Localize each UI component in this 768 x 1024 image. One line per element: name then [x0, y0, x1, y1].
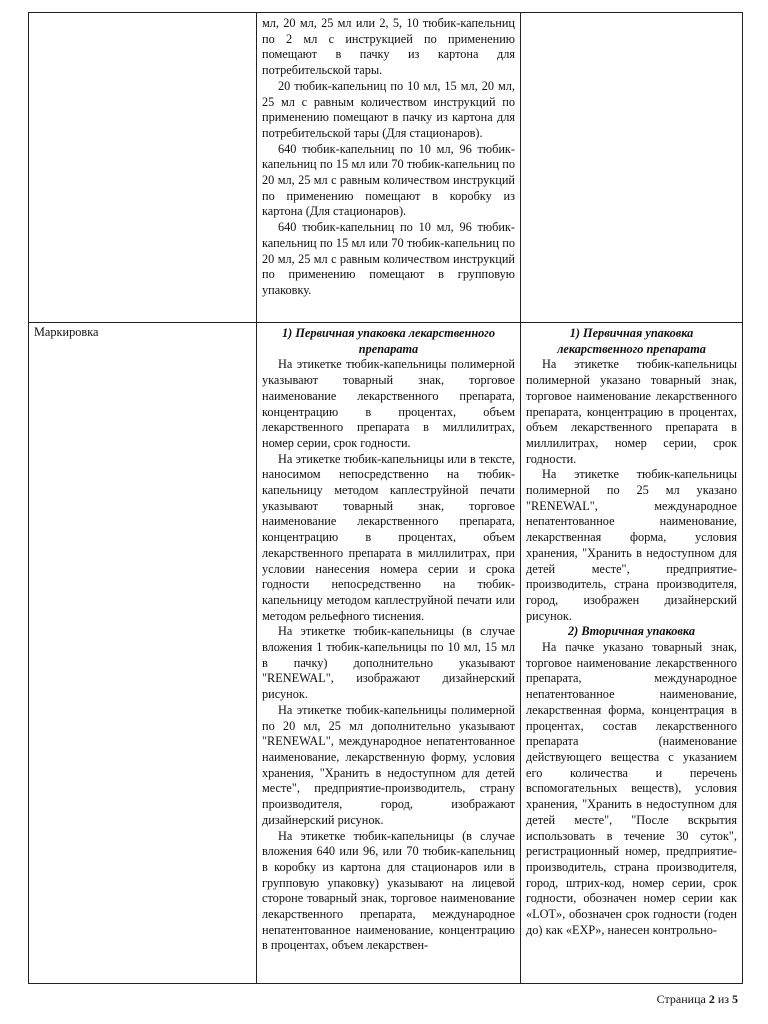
page-number-separator: из	[717, 992, 729, 1006]
paragraph: На этикетке тюбик-капельницы (в случае вложения 1 тюбик-капельницы по 10 мл, 15 мл в пачку) дополнительно указывают "RENEWAL", изображают дизайнерский рисунок.	[262, 624, 515, 702]
marking-spec-cell	[257, 323, 521, 984]
marking-actual-cell	[521, 323, 743, 984]
paragraph: На этикетке тюбик-капельницы или в тексте, наносимом непосредственно на тюбик-капельницу методом каплеструйной печати указывают товарный знак, торговое наименование лекарственного препарата, концентрацию в процентах, объем лекарственного препарата в миллилитрах, при условии нанесения номера серии и срока годности непосредственно на тюбик-капельницу методом каплеструйной печати или методом рельефного тиснения.	[262, 451, 515, 623]
paragraph: мл, 20 мл, 25 мл или 2, 5, 10 тюбик-капельниц по 2 мл с инструкцией по применению помещают в пачку из картона для потребительской тары.	[262, 16, 515, 78]
primary-packaging-heading: 1) Первичная упаковка лекарственного препарата	[557, 326, 706, 356]
paragraph: 640 тюбик-капельниц по 10 мл, 96 тюбик-капельниц по 15 мл или 70 тюбик-капельниц по 20 мл, 25 мл с равным количеством инструкций по применению помещают в коробку из картона (Для стационаров).	[262, 141, 515, 219]
paragraph: 640 тюбик-капельниц по 10 мл, 96 тюбик-капельниц по 15 мл или 70 тюбик-капельниц по 20 мл, 25 мл с равным количеством инструкций по применению помещают в групповую упаковку.	[262, 220, 515, 297]
page-number	[657, 992, 738, 1007]
row1-spec-cell	[257, 13, 521, 323]
marking-label-cell	[29, 323, 257, 984]
page-number-current: 2	[708, 992, 715, 1006]
paragraph: На этикетке тюбик-капельницы (в случае вложения 640 или 96, или 70 тюбик-капельниц в коробку из картона для стационаров или в групповую упаковку) указывают на лицевой стороне товарный знак, торговое наименование лекарственного препарата, международное непатентованное наименование, концентрацию в процентах, объем лекарствен-	[262, 828, 515, 953]
row1-label-cell	[29, 13, 257, 323]
secondary-packaging-heading: 2) Вторичная упаковка	[568, 624, 695, 639]
paragraph: На пачке указано товарный знак, торговое наименование лекарственного препарата, международное непатентованное наименование, лекарственная форма, концентрация в процентах, состав лекарственного препарата (наименование действующего вещества с указанием его количества и перечень вспомогательных веществ), условия хранения, "Хранить в недоступном для детей месте", "После вскрытия использовать в течение 30 суток", регистрационный номер, предприятие-производитель, страна производителя, город, штрих-код, номер серии, срок годности, обозначен номер серии как «LOT», обозначен срок годности (годен до) как «EXP», нанесен контрольно-	[526, 640, 737, 937]
primary-packaging-heading: 1) Первичная упаковка лекарственного препарата	[282, 326, 495, 356]
page-number-prefix: Страница	[656, 992, 706, 1006]
row1-actual-cell	[521, 13, 743, 323]
page-number-total: 5	[732, 992, 738, 1006]
paragraph: 20 тюбик-капельниц по 10 мл, 15 мл, 20 мл, 25 мл с равным количеством инструкций по применению помещают в пачку из картона для потребительской тары (Для стационаров).	[262, 78, 515, 140]
paragraph: На этикетке тюбик-капельницы полимерной по 20 мл, 25 мл дополнительно указывают "RENEWAL", международное непатентованное наименование, лекарственную форму, условия хранения, "Хранить в недоступном для детей месте", предприятие-производитель, страну производителя, город, изображают дизайнерский рисунок.	[262, 702, 515, 827]
paragraph: На этикетке тюбик-капельницы полимерной указывают товарный знак, торговое наименование лекарственного препарата, концентрацию в процентах, объем лекарственного препарата в миллилитрах, номер серии, срок годности.	[262, 357, 515, 450]
table-row	[29, 323, 743, 984]
paragraph: На этикетке тюбик-капельницы полимерной по 25 мл указано "RENEWAL", международное непатентованное наименование, лекарственная форма, условия хранения, "Хранить в недоступном для детей месте", предприятие-производитель, страна производителя, город, изображен дизайнерский рисунок.	[526, 467, 737, 623]
paragraph: На этикетке тюбик-капельницы полимерной указано товарный знак, торговое наименование лекарственного препарата, концентрацию в процентах, объем лекарственного препарата в миллилитрах, номер серии, срок годности.	[526, 357, 737, 466]
marking-label: Маркировка	[34, 325, 99, 339]
table-row	[29, 13, 743, 323]
registration-table	[28, 12, 743, 984]
